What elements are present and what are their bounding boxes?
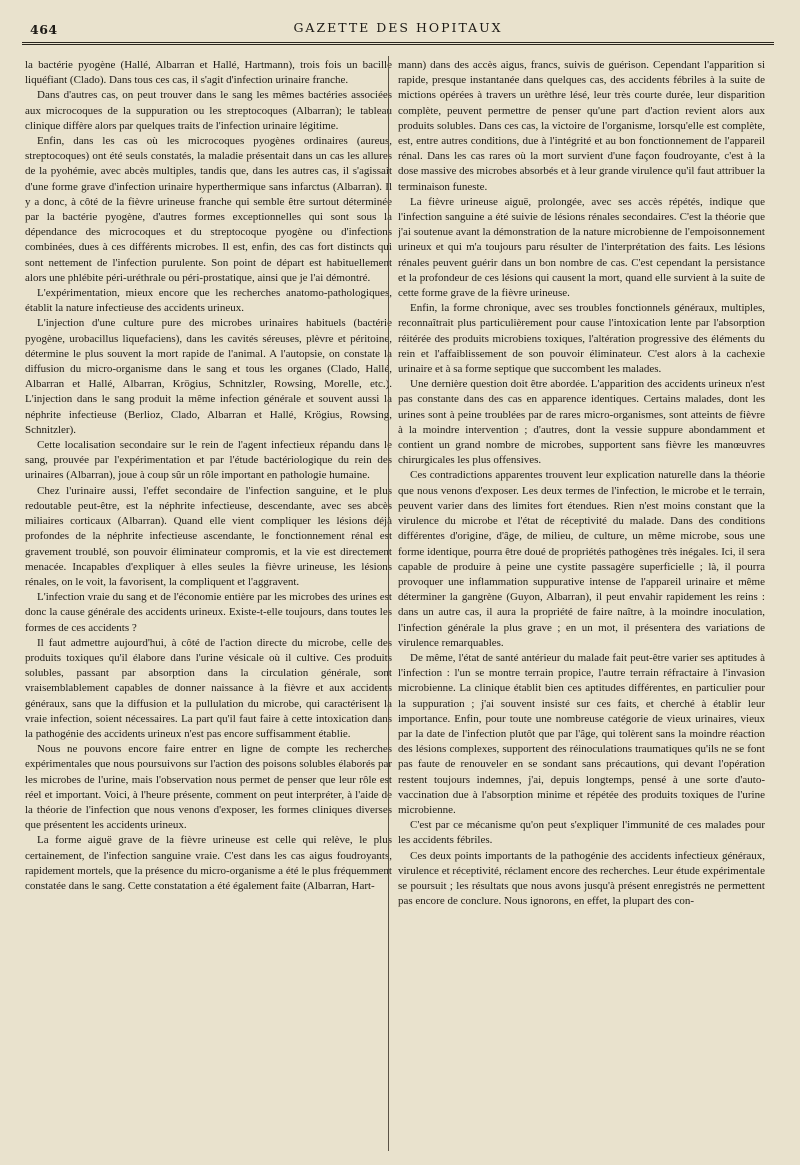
paragraph: L'expérimentation, mieux encore que les recherches anatomo-pathologiques, établit la nature infectieuse des accidents urineux.	[25, 287, 392, 315]
column-divider	[388, 56, 389, 1151]
left-column	[25, 58, 392, 1158]
paragraph: La forme aiguë grave de la fièvre urineuse est celle qui relève, le plus certainement, de l'infection sanguine vraie. C'est dans les cas aigus foudroyants, rapidement mortels, que la présence du micro-organisme a été le plus fréquemment constatée dans le sang. Cette constatation a été également faite (Albarran, Hart-	[25, 834, 392, 892]
paragraph: De même, l'état de santé antérieur du malade fait peut-être varier ses aptitudes à l'infection : l'un se montre terrain propice, l'autre terrain réfractaire à l'invasion microbienne. La clinique établit bien ces aptitudes différentes, en particulier pour la suppuration ; j'ai souvent insisté sur ces faits, et cherché à établir leur importance. Enfin, pour toute une nombreuse catégorie de vieux urinaires, vieux par la date de l'infection plutôt que par l'âge, qui tolèrent sans la moindre réaction des lésions complexes, supportent des réinoculations traumatiques qu'ils ne se font pas faute de renouveler en se sondant sans précautions, qui devant l'opération restent toujours indemnes, j'ai, depuis longtemps, pensé à une sorte d'auto-vaccination due à l'absorption minime et répétée des produits toxiques de l'urine microbienne.	[398, 651, 765, 816]
paragraph: L'injection d'une culture pure des microbes urinaires habituels (bactérie pyogène, urobacillus liquefaciens), dans les cavités séreuses, plèvre et péritoine, détermine le plus souvent la mort rapide de l'animal. A l'autopsie, on constate la diffusion du micro-organisme dans le sang et tous les organes (Clado, Hallé, Albarran et Hallé, Albarran, Krögius, Schnitzler, Rowsing, Morelle, etc.). L'injection dans le sang produit la même infection générale et souvent aussi la néphrite infectieuse (Berlioz, Clado, Albarran et Hallé, Krögius, Rowsing, Schnitzler).	[25, 317, 392, 436]
paragraph: Ces contradictions apparentes trouvent leur explication naturelle dans la théorie que nous venons d'exposer. Les deux termes de l'infection, le microbe et le terrain, peuvent varier dans des limites fort étendues. Rien n'est moins constant que la virulence du microbe et l'état de réceptivité du malade. Dans des conditions différentes d'origine, d'âge, de milieu, de culture, un même microbe, sous une forme identique, pourra être doué de propriétés pathogènes très inégales. Ici, il sera capable de produire à peine une cystite passagère superficielle ; là, il pourra provoquer une inflammation suppurative intense de l'appareil urinaire et même déterminer la gangrène (Guyon, Albarran), il peut envahir rapidement les reins : dans un autre cas, il aura la propriété de faire naître, à la moindre inoculation, l'infection générale la plus grave ; en un mot, il présentera des variations de virulence remarquables.	[398, 469, 765, 649]
paragraph: Chez l'urinaire aussi, l'effet secondaire de l'infection sanguine, et le plus redoutable peut-être, est la néphrite infectieuse, descendante, avec ses abcès miliaires corticaux (Albarran). Quand elle vient compliquer les lésions déjà profondes de la néphrite infectieuse ascendante, le fonctionnement rénal est gravement troublé, son pouvoir éliminateur compromis, et la vie est directement menacée. Incapables d'expliquer à elles seules la fièvre urineuse, les lésions rénales, on le voit, la favorisent, la compliquent et l'aggravent.	[25, 484, 392, 588]
paragraph: C'est par ce mécanisme qu'on peut s'expliquer l'immunité de ces malades pour les accidents fébriles.	[398, 819, 765, 847]
paragraph: mann) dans des accès aigus, francs, suivis de guérison. Cependant l'apparition si rapide, presque instantanée dans quelques cas, des accidents fébriles à la suite de mictions opérées à travers un urèthre lésé, leur très courte durée, leur disparition complète, peuvent permettre de penser qu'une part d'action revient alors aux produits solubles. Dans ces cas, la victoire de l'organisme, lorsqu'elle est complète, est, entre autres conditions, due à l'intégrité et au bon fonctionnement de l'appareil rénal. Dans les cas rares où la mort survient d'une façon foudroyante, c'est à la dose massive des microbes absorbés et à leur grande virulence qu'il faut attribuer la terminaison funeste.	[398, 59, 765, 193]
paragraph: Une dernière question doit être abordée. L'apparition des accidents urineux n'est pas constante dans des cas en apparence identiques. Certains malades, dont les urines sont à peine troublées par de rares micro-organismes, sont atteints de fièvre à la moindre intervention ; d'autres, dont la vessie suppure abondamment et contient un grand nombre de microbes, supportent sans fièvre les manœuvres chirurgicales les plus offensives.	[398, 378, 765, 467]
header-rule-top	[22, 42, 774, 43]
paragraph: Dans d'autres cas, on peut trouver dans le sang les mêmes bactéries associées aux microcoques de la suppuration ou les streptocoques (Albarran); le tableau clinique diffère alors par quelques traits de l'infection urinaire légitime.	[25, 89, 392, 132]
header-rule-bottom	[22, 44, 774, 45]
paragraph: Nous ne pouvons encore faire entrer en ligne de compte les recherches expérimentales que nous poursuivons sur l'action des poisons solubles élaborés par les microbes de l'urine, mais l'observation nous permet de penser que leur rôle est réel et important. Voici, à l'heure présente, comment on peut interpréter, à l'aide de la théorie de l'infection que nous venons d'exposer, les formes cliniques diverses que présentent les accidents urineux.	[25, 743, 392, 832]
journal-title: GAZETTE DES HOPITAUX	[293, 20, 503, 35]
right-column	[398, 58, 765, 1158]
paragraph: Enfin, la forme chronique, avec ses troubles fonctionnels généraux, multiples, reconnaîtrait plus particulièrement pour cause l'intoxication lente par l'absorption réitérée des produits microbiens toxiques, l'altération progressive des éléments du rein et l'affaiblissement de son pouvoir éliminateur. C'est alors à la cachexie urinaire et à sa forme septique que succombent les malades.	[398, 302, 765, 376]
paragraph: Enfin, dans les cas où les microcoques pyogènes ordinaires (aureus, streptocoques) ont été seuls constatés, la maladie présentait dans un cas les allures de la pyohémie, avec abcès multiples, tandis que, dans les autres cas, il s'agissait d'une forme grave d'infection urinaire hyperthermique sans infarctus (Albarran). Il y a donc, à côté de la fièvre urineuse franche qui semble être surtout déterminée par la bactérie pyogène, d'autres formes exceptionnelles qui sont sous la dépendance des microcoques et du streptocoque pyogène ou d'infections combinées, dues à ces différents microbes. Il est, enfin, des cas fort distincts qui sont nettement de l'infection purulente. Son point de départ est habituellement alors une phlébite péri-uréthrale ou péri-prostatique, ainsi que je l'ai démontré.	[25, 135, 392, 284]
paragraph: La fièvre urineuse aiguë, prolongée, avec ses accès répétés, indique que l'infection sanguine a été suivie de lésions rénales secondaires. C'est la théorie que j'ai soutenue avant la démonstration de la nature microbienne de l'empoisonnement urineux et qui m'a toujours paru résulter de l'interprétation des faits. Les lésions rénales peuvent guérir dans un bon nombre de cas. C'est cependant la persistance et la profondeur de ces lésions qui causent la mort, quand elle survient à la suite de cette forme grave de la fièvre urineuse.	[398, 195, 765, 300]
paragraph: L'infection vraie du sang et de l'économie entière par les microbes des urines est donc la cause générale des accidents urineux. Existe-t-elle toujours, dans toutes les formes de ces accidents ?	[25, 591, 392, 634]
paragraph: la bactérie pyogène (Hallé, Albarran et Hallé, Hartmann), trois fois un bacille liquéfiant (Clado). Dans tous ces cas, il s'agit d'infection urinaire franche.	[25, 59, 392, 87]
page-header	[22, 18, 774, 42]
paragraph: Ces deux points importants de la pathogénie des accidents infectieux généraux, virulence et réceptivité, réclament encore des recherches. Leur étude expérimentale se poursuit ; les résultats que nous avons jusqu'à présent enregistrés ne permettent pas encore de conclure. Nous ignorons, en effet, la plupart des con-	[398, 849, 765, 908]
paragraph: Il faut admettre aujourd'hui, à côté de l'action directe du microbe, celle des produits toxiques qu'il élabore dans l'urine vésicale où il cultive. Ces produits solubles, passant par absorption dans la circulation générale, sont vraisemblablement capables de donner naissance à la fièvre et aux accidents généraux, sans que la diffusion et la pullulation du microbe, qui caractérisent la vraie infection, soient nécessaires. La part qu'il faut faire à cette intoxication dans la pathogénie des accidents urineux n'est pas encore suffisamment établie.	[25, 636, 392, 740]
page-number: 464	[30, 22, 58, 37]
paragraph: Cette localisation secondaire sur le rein de l'agent infectieux répandu dans le sang, prouvée par l'expérimentation et par l'étude bactériologique du rein des urinaires (Albarran), joue à coup sûr un rôle important en pathologie humaine.	[25, 439, 392, 482]
